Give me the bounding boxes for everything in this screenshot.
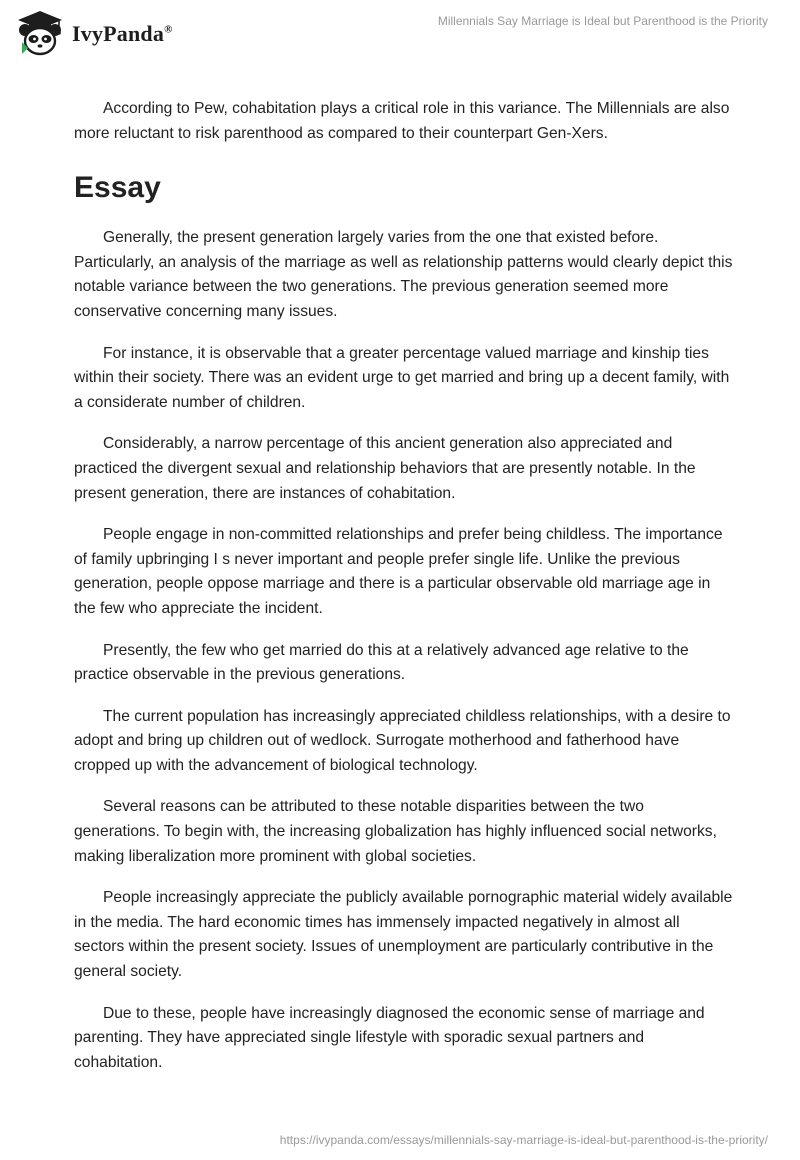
paragraph: Generally, the present generation largely varies from the one that existed before. Particularly, an analysis of the marriage as well as relationship patterns would clearly depict this notable variance between the two generations. The previous generation seemed more conservative concerning many issues.	[74, 229, 733, 320]
paragraph: The current population has increasingly appreciated childless relationships, with a desire to adopt and bring up children out of wedlock. Surrogate motherhood and fatherhood have cropped up with the advancement of biological technology.	[74, 707, 731, 774]
panda-graduate-icon	[14, 8, 66, 60]
document-title: Millennials Say Marriage is Ideal but Parenthood is the Priority	[437, 14, 768, 28]
paragraph: Considerably, a narrow percentage of this ancient generation also appreciated and practiced the divergent sexual and relationship behaviors that are presently notable. In the present generation, there are instances of cohabitation.	[74, 435, 696, 502]
paragraph: Several reasons can be attributed to these notable disparities between the two generations. To begin with, the increasing globalization has highly influenced social networks, making liberalization more prominent with global societies.	[74, 798, 717, 865]
paragraph: People engage in non-committed relationships and prefer being childless. The importance of family upbringing I s never important and people prefer single life. Unlike the previous generation, people oppose marriage and there is a particular observable old marriage age in the few who appreciate the incident.	[74, 526, 723, 617]
intro-paragraph: According to Pew, cohabitation plays a critical role in this variance. The Millennials are also more reluctant to risk parenthood as compared to their counterpart Gen-Xers.	[74, 100, 730, 142]
paragraph: Due to these, people have increasingly diagnosed the economic sense of marriage and parenting. They have appreciated single lifestyle with sporadic sexual partners and cohabitation.	[74, 1004, 705, 1071]
section-heading: Essay	[74, 171, 161, 205]
essay-content	[74, 70, 734, 1092]
registered-mark: ®	[164, 23, 173, 36]
source-url-link[interactable]: https://ivypanda.com/essays/millennials-say-marriage-is-ideal-but-parenthood-is-the-priority/	[279, 1133, 768, 1147]
logo-wordmark: IvyPanda®	[72, 21, 173, 46]
paragraph: Presently, the few who get married do this at a relatively advanced age relative to the practice observable in the previous generations.	[74, 641, 689, 684]
ivypanda-logo[interactable]	[14, 8, 173, 60]
paragraph: For instance, it is observable that a greater percentage valued marriage and kinship ties within their society. There was an evident urge to get married and bring up a decent family, with a considerate number of children.	[74, 344, 730, 411]
paragraph: People increasingly appreciate the publicly available pornographic material widely available in the media. The hard economic times has immensely impacted negatively in almost all sectors within the present society. Issues of unemployment are particularly contributive in the general society.	[74, 889, 733, 981]
page-header	[0, 0, 800, 70]
